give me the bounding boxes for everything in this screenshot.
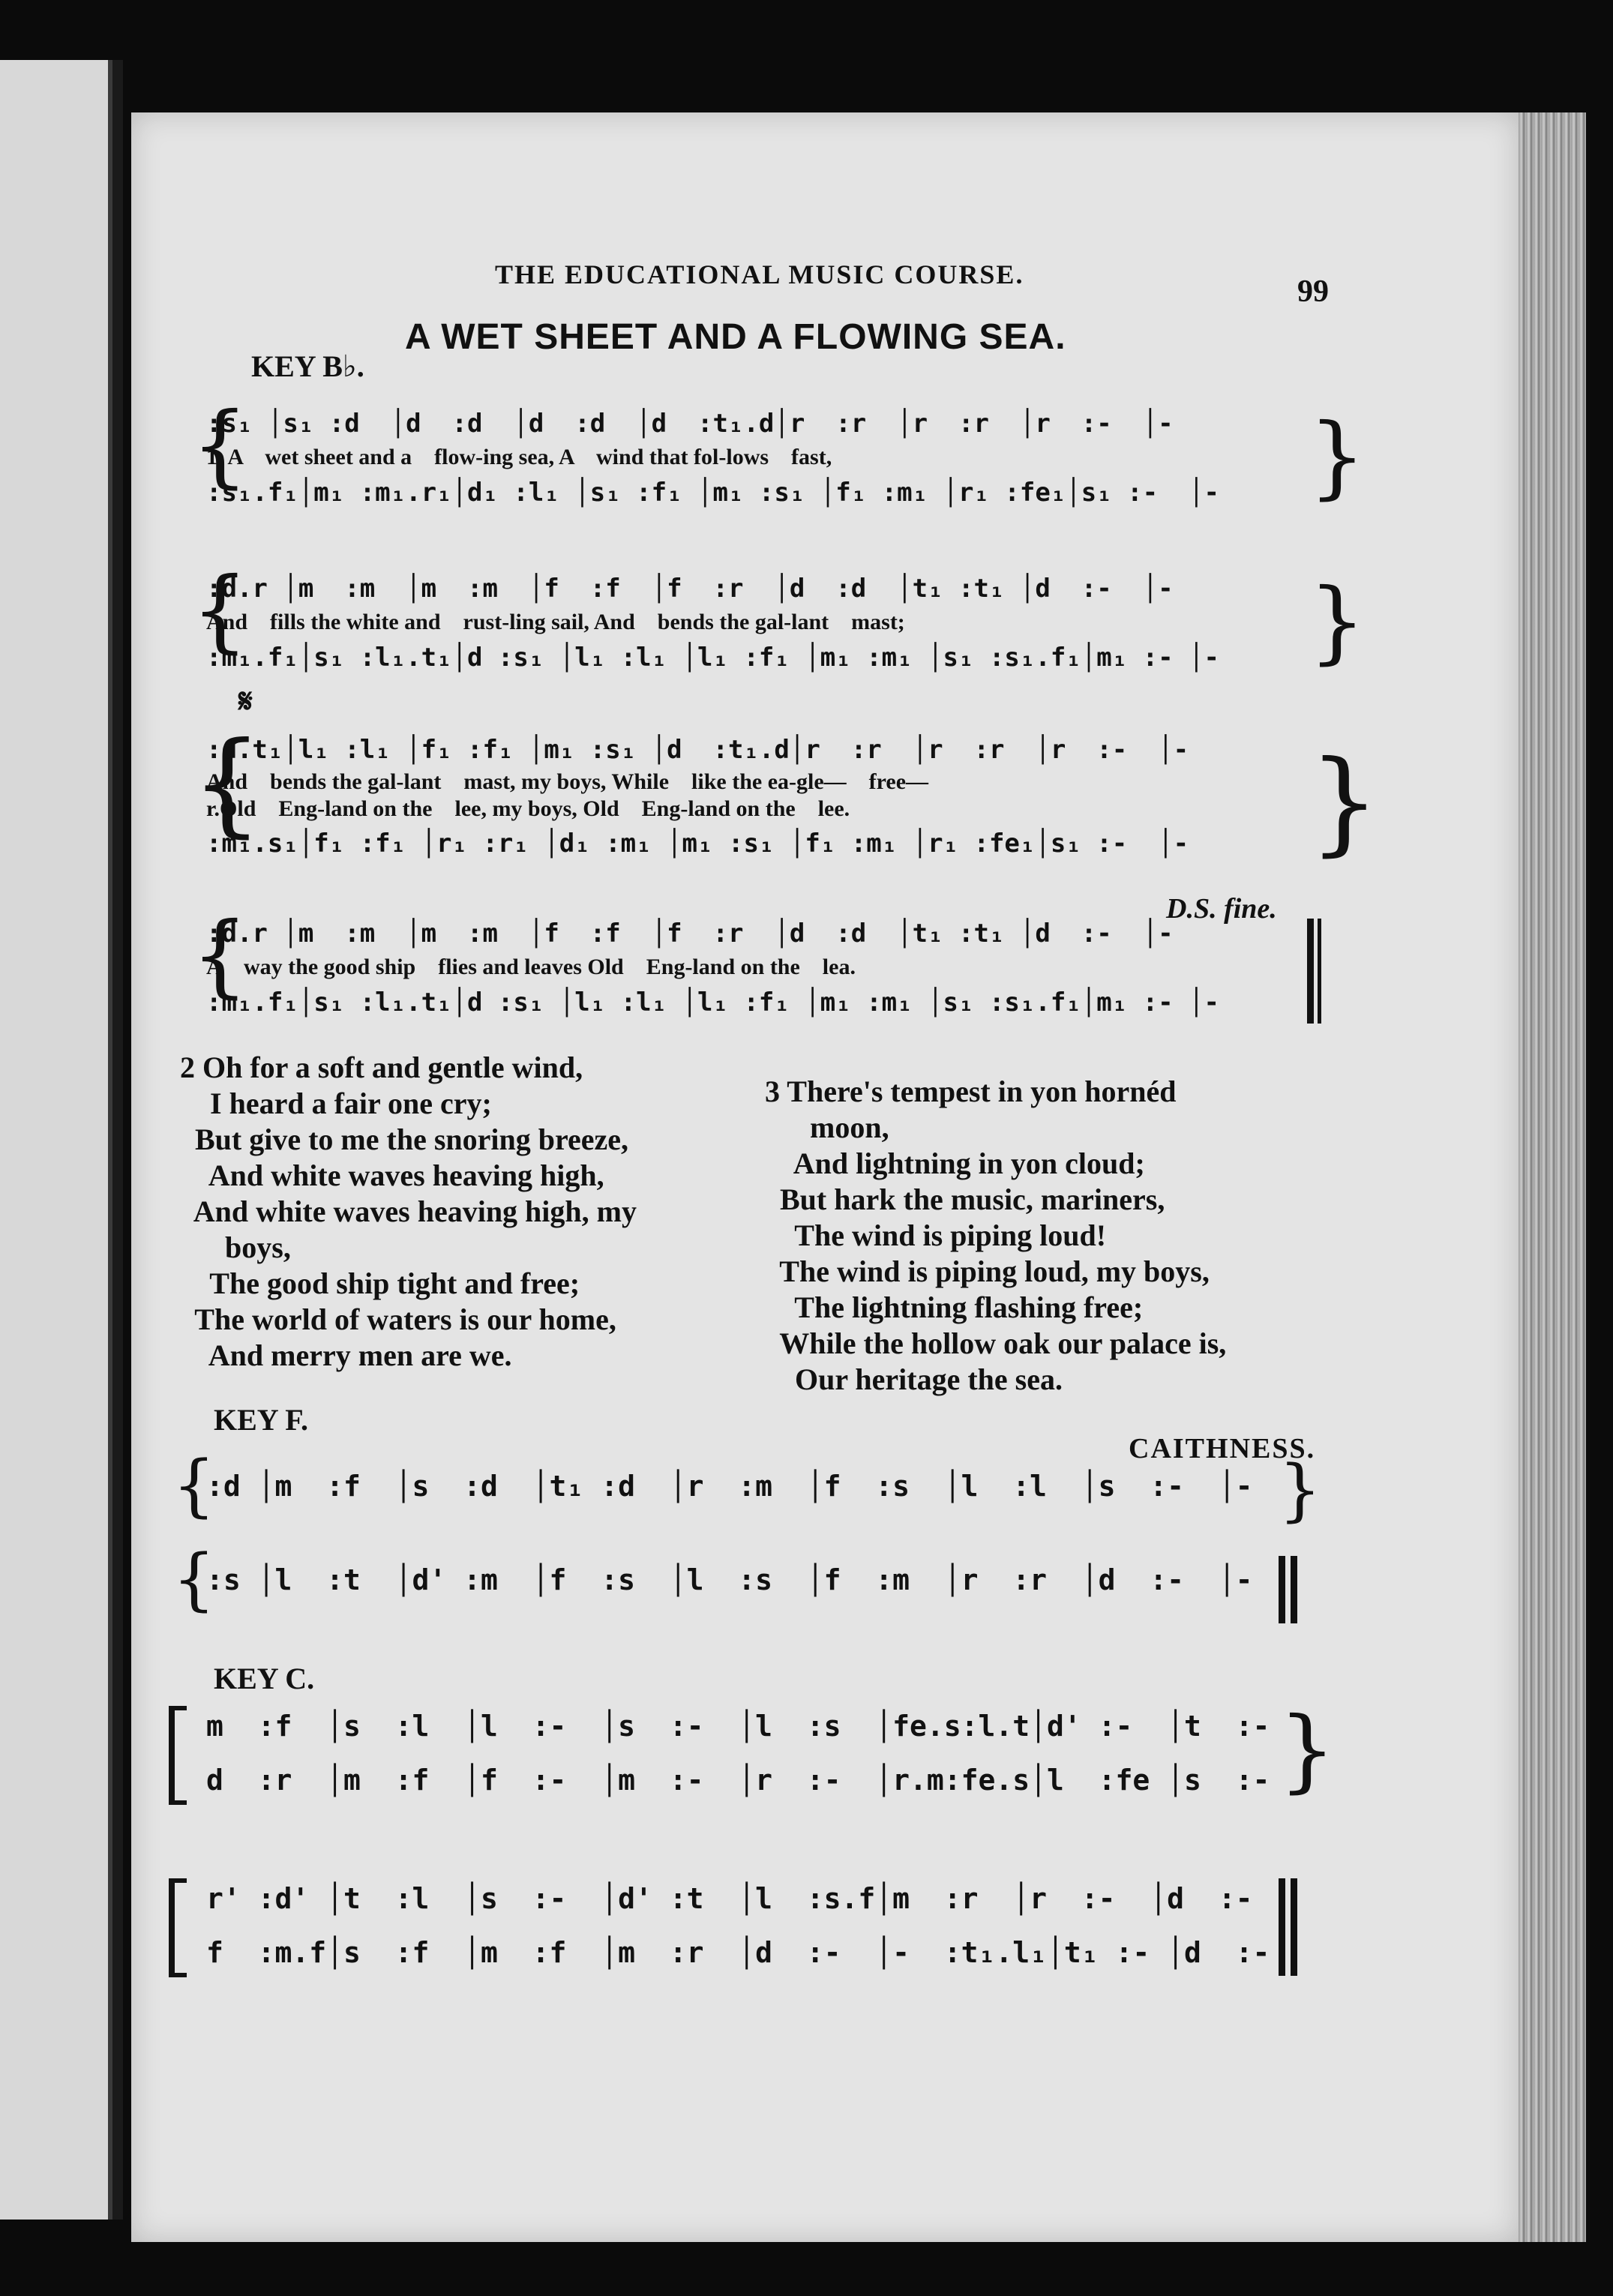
left-bracket (169, 1706, 187, 1805)
lyric-line-2: r.Old Eng-land on the lee, my boys, Old Eng-land on the lee. (206, 796, 850, 821)
verse-line: 3 There's tempest in yon hornéd (765, 1075, 1177, 1108)
verse-3 (765, 1074, 1226, 1398)
verse-line: moon, (765, 1111, 889, 1144)
lower-part: :s₁.f₁│m₁ :m₁.r₁│d₁ :l₁ │s₁ :f₁ │m₁ :s₁ │f₁ :m₁ │r₁ :fe₁│s₁ :- │- (206, 478, 1220, 508)
final-barline-2 (1291, 1556, 1297, 1623)
verse-line: And white waves heaving high, my (180, 1194, 637, 1228)
verse-line: 2 Oh for a soft and gentle wind, (180, 1051, 583, 1084)
left-bracket (169, 1878, 187, 1977)
lyric-line: A way the good ship flies and leaves Old Eng-land on the lea. (206, 955, 856, 979)
upper-part: :s₁ │s₁ :d │d :d │d :d │d :t₁.d│r :r │r :r │r :- │- (206, 409, 1174, 439)
verse-line: Our heritage the sea. (765, 1362, 1063, 1396)
upper-part: :d.r │m :m │m :m │f :f │f :r │d :d │t₁ :t₁ │d :- │- (206, 919, 1174, 949)
notes-line: :d │m :f │s :d │t₁ :d │r :m │f :s │l :l │s :- │- (206, 1470, 1253, 1503)
notes-line: :s │l :t │d' :m │f :s │l :s │f :m │r :r │d :- │- (206, 1563, 1253, 1596)
keyc-system-1 (206, 1698, 1336, 1822)
verse-line: And white waves heaving high, (180, 1158, 604, 1192)
running-header: THE EDUCATIONAL MUSIC COURSE. (495, 259, 1024, 289)
upper-part: r' :d' │t :l │s :- │d' :t │l :s.f│m :r │r :- │d :- (206, 1882, 1253, 1915)
verse-line: But hark the music, mariners, (765, 1182, 1165, 1216)
lyric-line-1: And bends the gal-lant mast, my boys, While like the ea-gle— free— (206, 769, 929, 794)
key-signature: KEY B♭. (251, 349, 364, 383)
caithness-line-2 (172, 1540, 1316, 1627)
verse-line: But give to me the snoring breeze, (180, 1123, 629, 1156)
upper-part: :d.t₁│l₁ :l₁ │f₁ :f₁ │m₁ :s₁ │d :t₁.d│r :r │r :r │r :- │- (206, 735, 1189, 765)
left-brace: { (172, 1446, 216, 1525)
verse-line: While the hollow oak our palace is, (765, 1326, 1227, 1360)
lower-part: d :r │m :f │f :- │m :- │r :- │r.m:fe.s│l :fe │s :- (206, 1764, 1270, 1797)
final-barline-thin (1318, 919, 1321, 1024)
verse-line: The wind is piping loud, my boys, (765, 1254, 1210, 1288)
right-brace: } (1309, 405, 1366, 509)
tune-name: CAITHNESS. (1129, 1433, 1316, 1464)
lower-part: :m₁.f₁│s₁ :l₁.t₁│d :s₁ │l₁ :l₁ │l₁ :f₁ │m₁ :m₁ │s₁ :s₁.f₁│m₁ :- │- (206, 988, 1220, 1018)
keyc-system-2 (206, 1875, 1316, 1995)
lyric-line: 1. A wet sheet and a flow-ing sea, A wind that fol-lows fast, (206, 445, 832, 469)
verse-line: The good ship tight and free; (180, 1266, 580, 1300)
final-barline-2 (1291, 1878, 1297, 1976)
right-brace: } (1279, 1451, 1322, 1530)
song-title: A WET SHEET AND A FLOWING SEA. (405, 317, 1066, 357)
left-brace: { (191, 904, 249, 1008)
music-system-4 (191, 904, 1316, 1039)
right-brace: } (1309, 570, 1366, 674)
left-brace: { (172, 1540, 216, 1619)
left-brace: { (191, 559, 249, 663)
upper-part: m :f │s :l │l :- │s :- │l :s │fe.s:l.t│d' :- │t :- (206, 1710, 1270, 1743)
verse-line: The world of waters is our home, (180, 1302, 616, 1336)
left-brace: { (191, 718, 263, 849)
final-barline (1307, 919, 1314, 1024)
verse-line: And lightning in yon cloud; (765, 1147, 1145, 1180)
page-block-edge (1519, 112, 1586, 2242)
left-brace: { (191, 394, 249, 498)
verse-2 (180, 1050, 637, 1374)
lyric-line: And fills the white and rust-ling sail, And bends the gal-lant mast; (206, 610, 905, 634)
music-system-3 (191, 718, 1381, 885)
final-barline (1279, 1878, 1285, 1976)
facing-page-edge (0, 60, 123, 2220)
verse-line: I heard a fair one cry; (180, 1087, 492, 1120)
right-brace: } (1309, 737, 1381, 868)
upper-part: :d.r │m :m │m :m │f :f │f :r │d :d │t₁ :t₁ │d :- │- (206, 574, 1174, 604)
lower-part: :m₁.s₁│f₁ :f₁ │r₁ :r₁ │d₁ :m₁ │m₁ :s₁ │f₁ :m₁ │r₁ :fe₁│s₁ :- │- (206, 829, 1189, 859)
verse-line: And merry men are we. (180, 1338, 512, 1372)
lower-part: :m₁.f₁│s₁ :l₁.t₁│d :s₁ │l₁ :l₁ │l₁ :f₁ │m₁ :m₁ │s₁ :s₁.f₁│m₁ :- │- (206, 643, 1220, 673)
segno-sign: 𝄋 (238, 683, 253, 720)
music-system-2 (191, 559, 1366, 694)
right-brace: } (1279, 1698, 1336, 1803)
verse-line: The wind is piping loud! (765, 1218, 1107, 1252)
key-signature-f: KEY F. (214, 1403, 308, 1437)
final-barline (1279, 1556, 1285, 1623)
verse-line: The lightning flashing free; (765, 1290, 1144, 1324)
verse-line: boys, (180, 1230, 291, 1264)
music-system-1 (191, 394, 1366, 529)
key-signature-c: KEY C. (214, 1662, 315, 1695)
page-number: 99 (1297, 274, 1329, 309)
lower-part: f :m.f│s :f │m :f │m :r │d :- │- :t₁.l₁│t₁ :- │d :- (206, 1936, 1270, 1969)
ds-fine-marking: D.S. fine. (1166, 893, 1277, 925)
